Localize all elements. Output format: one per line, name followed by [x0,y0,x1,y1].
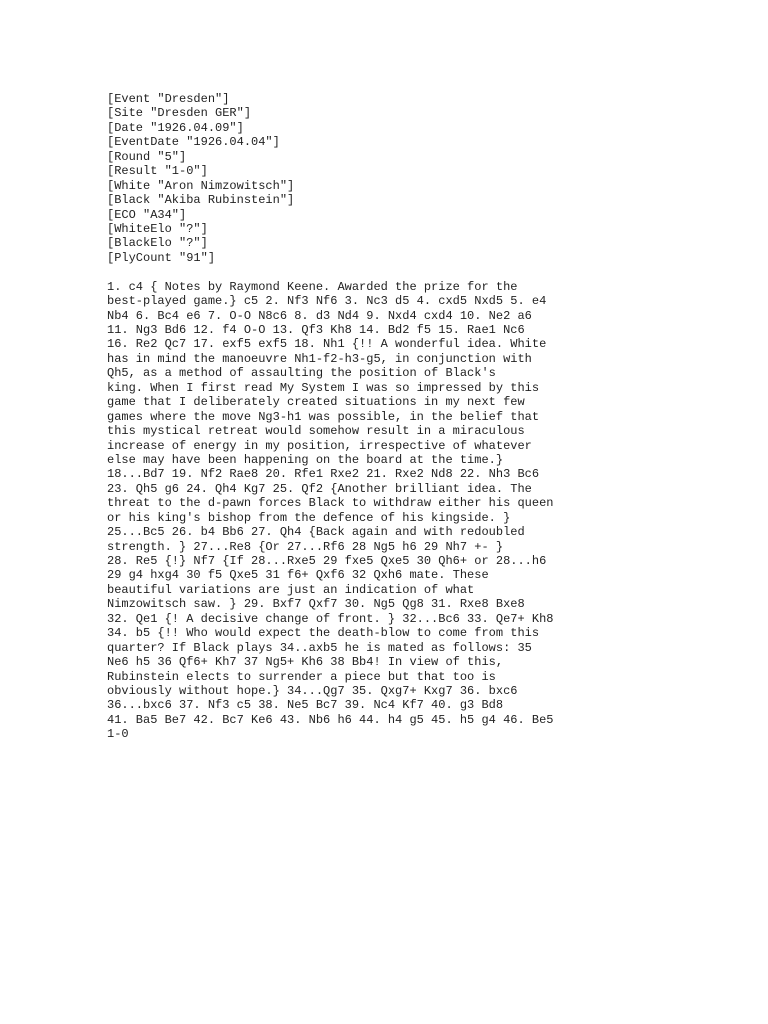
pgn-text [107,92,747,742]
moves-line: strength. } 27...Re8 {Or 27...Rf6 28 Ng5 h6 29 Nh7 +- } [107,539,504,554]
header-event: [Event "Dresden"] [107,92,230,106]
moves-line: Ne6 h5 36 Qf6+ Kh7 37 Ng5+ Kh6 38 Bb4! In view of this, [107,655,504,670]
header-round: [Round "5"] [107,149,187,164]
moves-line: Qh5, as a method of assaulting the position of Black's [107,366,496,381]
moves-line: best-played game.} c5 2. Nf3 Nf6 3. Nc3 d5 4. cxd5 Nxd5 5. e4 [107,294,547,309]
header-date: [Date "1926.04.09"] [107,120,244,135]
moves-line: 25...Bc5 26. b4 Bb6 27. Qh4 {Back again and with redoubled [107,525,525,540]
header-whiteelo: [WhiteElo "?"] [107,221,208,236]
moves-line: 16. Re2 Qc7 17. exf5 exf5 18. Nh1 {!! A wonderful idea. White [107,337,547,352]
blank-line [107,265,747,279]
moves-line: or his king's bishop from the defence of his kingside. } [107,510,511,525]
moves-line: 34. b5 {!! Who would expect the death-blow to come from this [107,626,540,641]
moves-line: games where the move Ng3-h1 was possible, in the belief that [107,409,540,424]
moves-line: 41. Ba5 Be7 42. Bc7 Ke6 43. Nb6 h6 44. h4 g5 45. h5 g4 46. Be5 [107,712,554,727]
header-site: [Site "Dresden GER"] [107,106,252,121]
moves-line: 28. Re5 {!} Nf7 {If 28...Rxe5 29 fxe5 Qxe5 30 Qh6+ or 28...h6 [107,554,547,568]
game-result: 1-0 [107,727,129,742]
moves-line: obviously without hope.} 34...Qg7 35. Qxg7+ Kxg7 36. bxc6 [107,683,518,698]
pgn-moves [107,280,747,742]
moves-line: 23. Qh5 g6 24. Qh4 Kg7 25. Qf2 {Another brilliant idea. The [107,481,532,496]
moves-line: 1. c4 { Notes by Raymond Keene. Awarded the prize for the [107,279,518,294]
moves-line: Nimzowitsch saw. } 29. Bxf7 Qxf7 30. Ng5 Qg8 31. Rxe8 Bxe8 [107,597,525,612]
moves-line: threat to the d-pawn forces Black to withdraw either his queen [107,496,554,511]
header-eco: [ECO "A34"] [107,207,187,222]
moves-line: 18...Bd7 19. Nf2 Rae8 20. Rfe1 Rxe2 21. Rxe2 Nd8 22. Nh3 Bc6 [107,467,540,482]
moves-line: 29 g4 hxg4 30 f5 Qxe5 31 f6+ Qxf6 32 Qxh6 mate. These [107,568,489,583]
header-plycount: [PlyCount "91"] [107,250,216,265]
moves-line: Nb4 6. Bc4 e6 7. O-O N8c6 8. d3 Nd4 9. Nxd4 cxd4 10. Ne2 a6 [107,308,532,323]
moves-line: king. When I first read My System I was so impressed by this [107,380,540,395]
header-result: [Result "1-0"] [107,164,208,179]
header-blackelo: [BlackElo "?"] [107,236,208,251]
pgn-headers [107,92,747,265]
moves-line: 32. Qe1 {! A decisive change of front. } 32...Bc6 33. Qe7+ Kh8 [107,611,554,626]
moves-line: this mystical retreat would somehow result in a miraculous [107,424,525,439]
header-eventdate: [EventDate "1926.04.04"] [107,135,280,150]
moves-line: Rubinstein elects to surrender a piece but that too is [107,669,496,684]
moves-line: has in mind the manoeuvre Nh1-f2-h3-g5, in conjunction with [107,351,532,366]
moves-line: increase of energy in my position, irrespective of whatever [107,438,532,453]
moves-line: beautiful variations are just an indication of what [107,582,475,597]
moves-line: game that I deliberately created situations in my next few [107,395,525,410]
moves-line: 11. Ng3 Bd6 12. f4 O-O 13. Qf3 Kh8 14. Bd2 f5 15. Rae1 Nc6 [107,323,525,337]
header-white: [White "Aron Nimzowitsch"] [107,178,295,193]
moves-line: else may have been happening on the board at the time.} [107,452,504,467]
header-black: [Black "Akiba Rubinstein"] [107,193,295,208]
moves-line: quarter? If Black plays 34..axb5 he is mated as follows: 35 [107,640,532,655]
moves-line: 36...bxc6 37. Nf3 c5 38. Ne5 Bc7 39. Nc4 Kf7 40. g3 Bd8 [107,698,504,713]
